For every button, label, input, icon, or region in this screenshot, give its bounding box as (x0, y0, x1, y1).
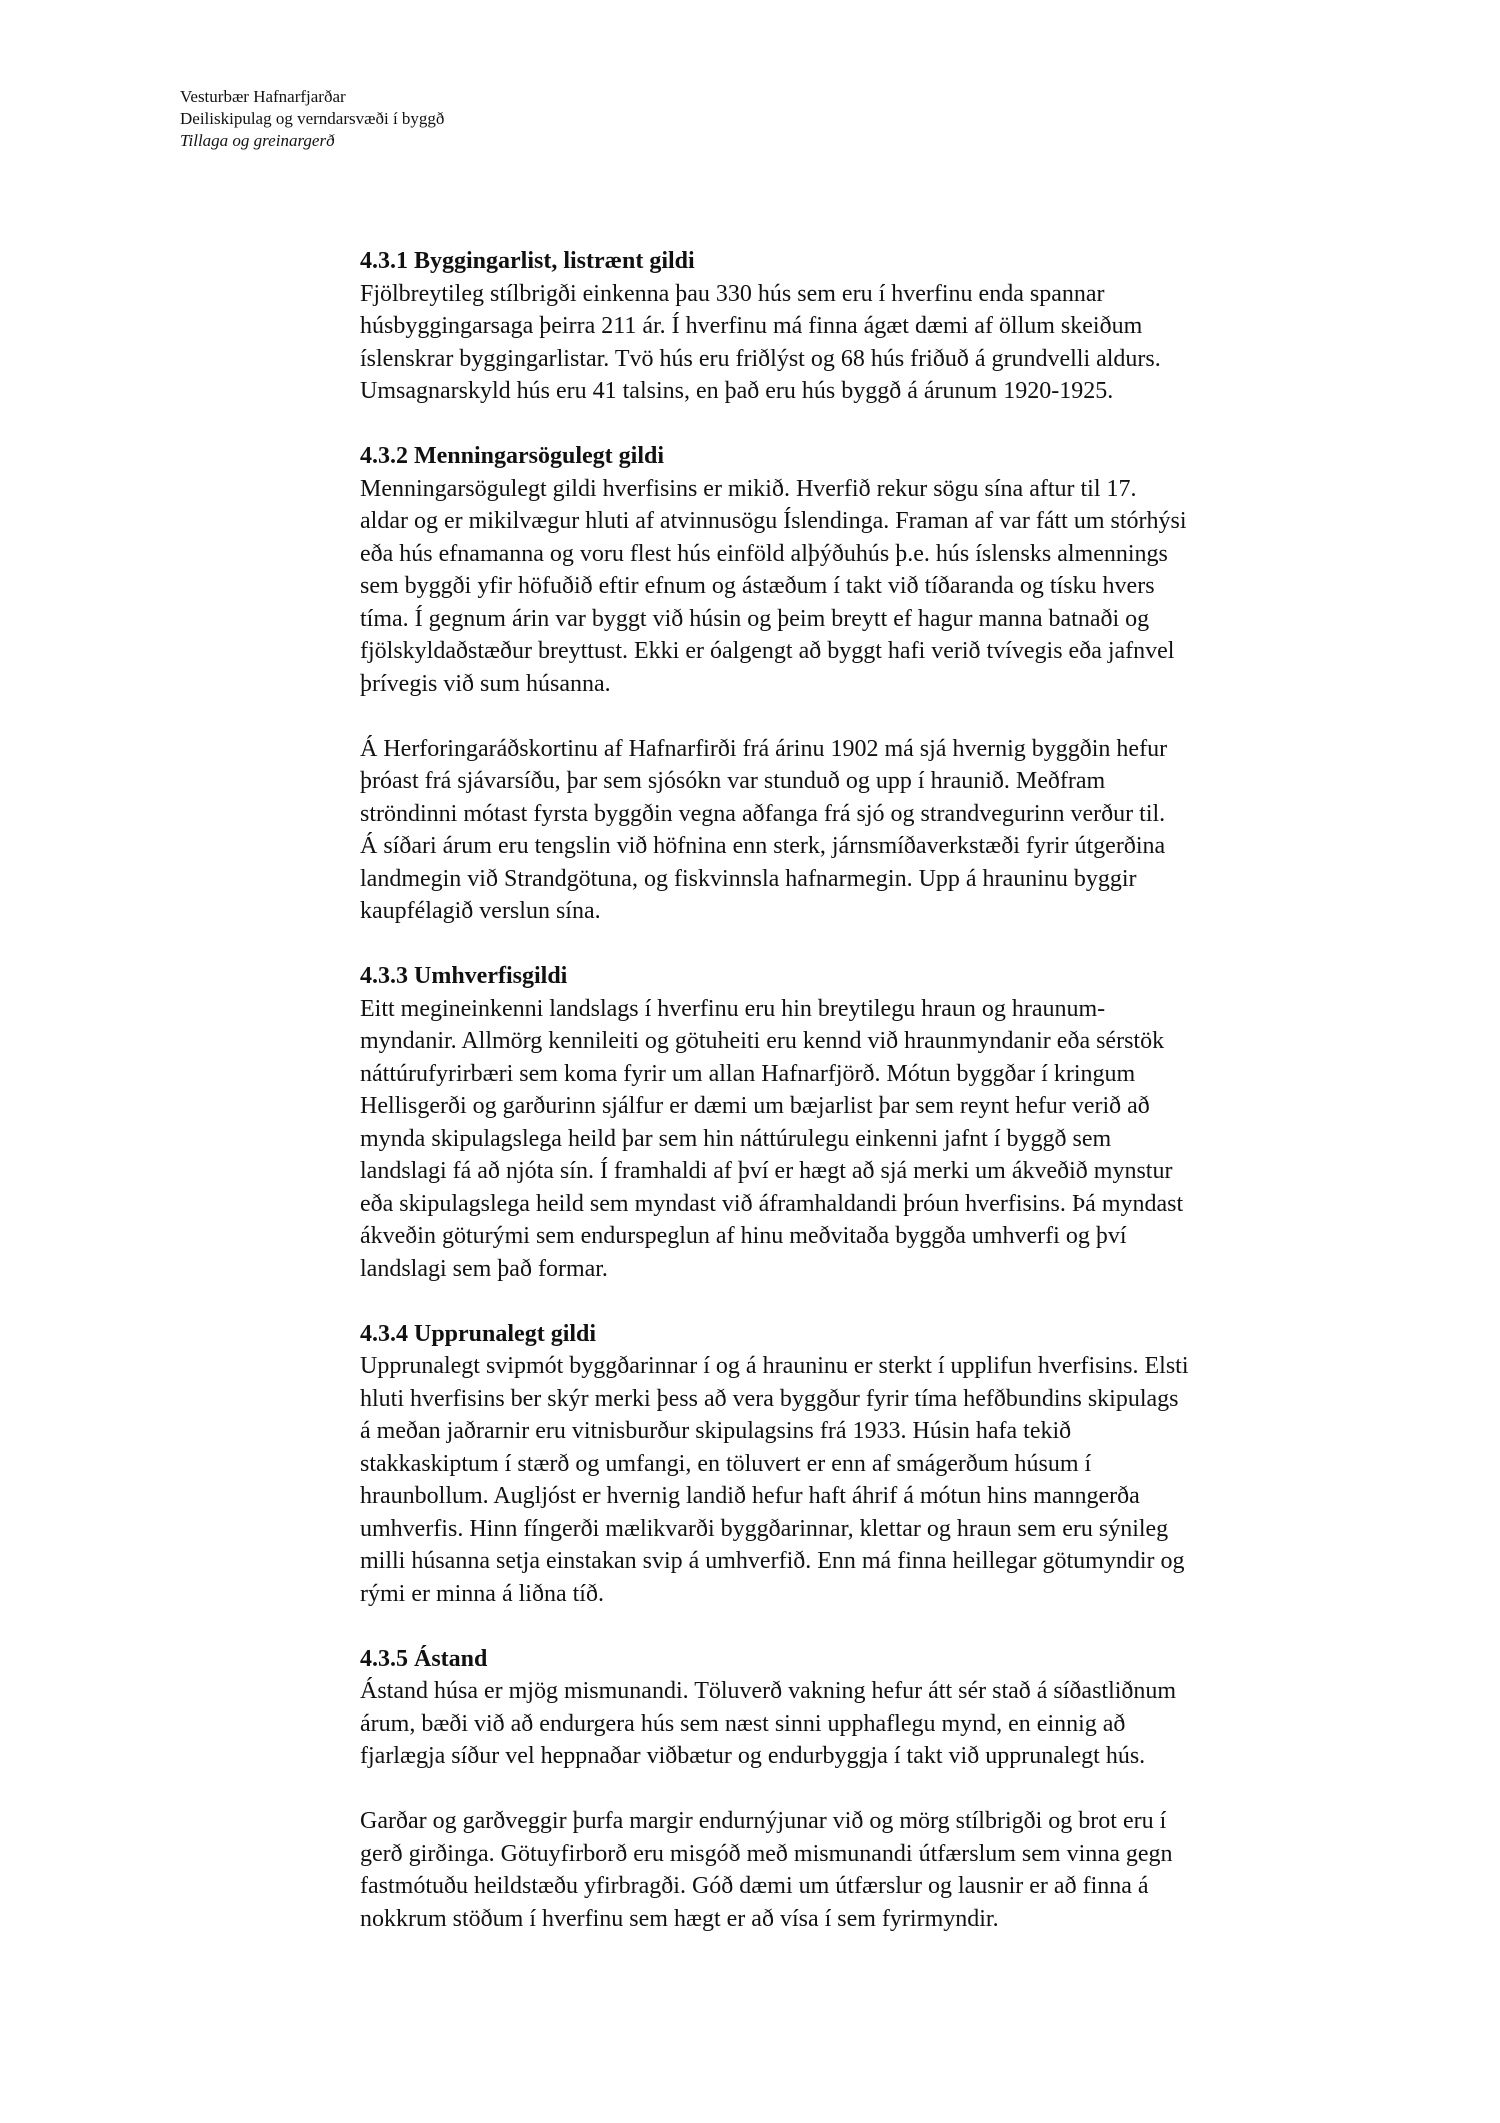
section (360, 440, 1340, 928)
text-line: Ástand húsa er mjög mismunandi. Töluverð vakning hefur átt sér stað á síðastliðnum (360, 1678, 1177, 1704)
text-line: landmegin við Strandgötuna, og fiskvinnsla hafnarmegin. Upp á hrauninu byggir (360, 865, 1137, 892)
text-line: íslenskrar byggingarlistar. Tvö hús eru friðlýst og 68 hús friðuð á grundvelli aldurs. (360, 345, 1161, 372)
text-line: Hellisgerði og garðurinn sjálfur er dæmi um bæjarlist þar sem reynt hefur verið að (360, 1093, 1150, 1119)
section (360, 1318, 1340, 1611)
text-line: landslagi sem það formar. (360, 1255, 608, 1282)
text-line: gerð girðinga. Götuyfirborð eru misgóð með mismunandi útfærslum sem vinna gegn (360, 1840, 1173, 1867)
section-heading: 4.3.4 Upprunalegt gildi (360, 1320, 597, 1347)
text-line: þrívegis við sum húsanna. (360, 670, 611, 697)
text-line: árum, bæði við að endurgera hús sem næst sinni upphaflegu mynd, en einnig að (360, 1710, 1126, 1737)
text-line: náttúrufyrirbæri sem koma fyrir um allan Hafnarfjörð. Mótun byggðar í kringum (360, 1060, 1136, 1087)
text-line: Fjölbreytileg stílbrigði einkenna þau 330 hús sem eru í hverfinu enda spannar (360, 280, 1105, 307)
text-line: milli húsanna setja einstakan svip á umhverfið. Enn má finna heillegar götumyndir og (360, 1548, 1185, 1574)
text-line: nokkrum stöðum í hverfinu sem hægt er að vísa í sem fyrirmyndir. (360, 1905, 999, 1932)
text-line: á meðan jaðrarnir eru vitnisburður skipulagsins frá 1933. Húsin hafa tekið (360, 1418, 1072, 1444)
section (360, 960, 1340, 1285)
header-plan-title: Deiliskipulag og verndarsvæði í byggð (180, 109, 445, 128)
paragraph (360, 993, 1340, 1286)
text-line: Eitt megineinkenni landslags í hverfinu eru hin breytilegu hraun og hraunum- (360, 995, 1106, 1022)
text-line: fastmótuðu heildstæðu yfirbragði. Góð dæmi um útfærslur og lausnir er að finna á (360, 1873, 1149, 1899)
section-heading: 4.3.2 Menningarsögulegt gildi (360, 443, 665, 469)
text-line: rými er minna á liðna tíð. (360, 1580, 604, 1607)
text-line: ströndinni mótast fyrsta byggðin vegna aðfanga frá sjó og strandvegurinn verður til. (360, 800, 1166, 827)
text-line: Garðar og garðveggir þurfa margir endurnýjunar við og mörg stílbrigði og brot eru í (360, 1808, 1167, 1834)
text-line: Menningarsögulegt gildi hverfisins er mikið. Hverfið rekur sögu sína aftur til 17. (360, 475, 1137, 502)
paragraph (360, 1805, 1340, 1935)
text-line: aldar og er mikilvægur hluti af atvinnusögu Íslendinga. Framan af var fátt um stórhýsi (360, 508, 1187, 534)
text-line: fjarlægja síður vel heppnaðar viðbætur og endurbyggja í takt við upprunalegt hús. (360, 1743, 1146, 1769)
paragraph (360, 1675, 1340, 1773)
header-project-name: Vesturbær Hafnarfjarðar (180, 87, 346, 106)
text-line: hraunbollum. Augljóst er hvernig landið hefur haft áhrif á mótun hins manngerða (360, 1483, 1140, 1509)
section-heading: 4.3.3 Umhverfisgildi (360, 963, 568, 989)
paragraph (360, 733, 1340, 928)
text-line: Umsagnarskyld hús eru 41 talsins, en það eru hús byggð á árunum 1920-1925. (360, 378, 1114, 404)
section-heading: 4.3.5 Ástand (360, 1645, 488, 1672)
text-line: stakkaskiptum í stærð og umfangi, en töluvert er enn af smágerðum húsum í (360, 1450, 1092, 1477)
page-header (180, 86, 444, 152)
text-line: ákveðin göturými sem endurspeglun af hinu meðvitaða byggða umhverfi og því (360, 1223, 1127, 1249)
text-line: myndanir. Allmörg kennileiti og götuheiti eru kennd við hraunmyndanir eða sérstök (360, 1028, 1165, 1054)
text-line: Á Herforingaráðskortinu af Hafnarfirði frá árinu 1902 má sjá hvernig byggðin hefur (360, 735, 1168, 762)
text-line: eða hús efnamanna og voru flest hús einföld alþýðuhús þ.e. hús íslensks almennings (360, 540, 1168, 567)
text-line: kaupfélagið verslun sína. (360, 898, 601, 924)
text-line: sem byggði yfir höfuðið eftir efnum og ástæðum í takt við tíðaranda og tísku hvers (360, 573, 1155, 599)
text-line: tíma. Í gegnum árin var byggt við húsin og þeim breytt ef hagur manna batnaði og (360, 605, 1150, 632)
paragraph (360, 473, 1340, 701)
text-line: Upprunalegt svipmót byggðarinnar í og á hrauninu er sterkt í upplifun hverfisins. Elsti (360, 1353, 1189, 1379)
document-body (360, 245, 1340, 1968)
paragraph (360, 278, 1340, 408)
section-heading: 4.3.1 Byggingarlist, listrænt gildi (360, 248, 695, 274)
header-document-type: Tillaga og greinargerð (180, 131, 335, 150)
paragraph (360, 1350, 1340, 1610)
text-line: hluti hverfisins ber skýr merki þess að vera byggður fyrir tíma hefðbundins skipulags (360, 1385, 1179, 1412)
section (360, 245, 1340, 408)
section (360, 1643, 1340, 1936)
text-line: húsbyggingarsaga þeirra 211 ár. Í hverfinu má finna ágæt dæmi af öllum skeiðum (360, 313, 1143, 339)
text-line: Á síðari árum eru tengslin við höfnina enn sterk, járnsmíðaverkstæði fyrir útgerðina (360, 833, 1166, 859)
text-line: þróast frá sjávarsíðu, þar sem sjósókn var stunduð og upp í hraunið. Meðfram (360, 768, 1106, 794)
text-line: landslagi fá að njóta sín. Í framhaldi af því er hægt að sjá merki um ákveðið mynstur (360, 1158, 1173, 1184)
text-line: mynda skipulagslega heild þar sem hin náttúrulegu einkenni jafnt í byggð sem (360, 1125, 1112, 1152)
text-line: eða skipulagslega heild sem myndast við áframhaldandi þróun hverfisins. Þá myndast (360, 1190, 1184, 1217)
text-line: umhverfis. Hinn fíngerði mælikvarði byggðarinnar, klettar og hraun sem eru sýnileg (360, 1515, 1169, 1542)
text-line: fjölskyldaðstæður breyttust. Ekki er óalgengt að byggt hafi verið tvívegis eða jafnvel (360, 638, 1175, 664)
